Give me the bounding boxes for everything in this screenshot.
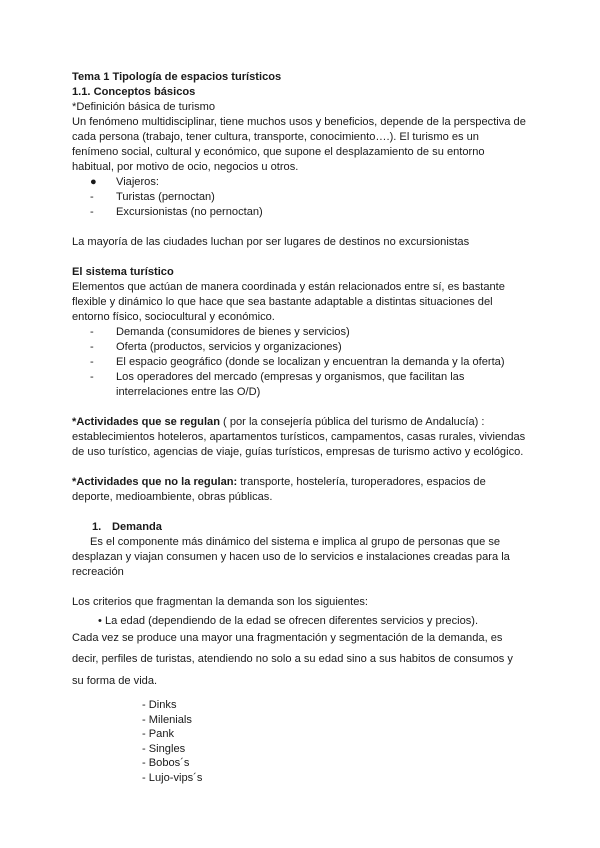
list-item-text: Viajeros:	[116, 176, 159, 188]
paragraph-line: Elementos que actúan de manera coordinada y están relacionados entre sí, es bastante	[72, 281, 505, 293]
paragraph-line: flexible y dinámico lo que hace que sea bastante adaptable a distintas situaciones del	[72, 296, 493, 308]
no-regulan-label: *Actividades que no la regulan:	[72, 476, 238, 488]
paragraph-line: fenímeno social, cultural y económico, que supone el desplazamiento de su entorno	[72, 146, 485, 158]
perfil-item: - Lujo-vips´s	[142, 771, 203, 784]
dash-marker: -	[90, 341, 94, 353]
list-item-text: Turistas (pernoctan)	[116, 191, 215, 203]
list-item-text: El espacio geográfico (donde se localizan y encuentran la demanda y la oferta)	[116, 356, 505, 368]
section-number: 1.	[92, 521, 102, 533]
paragraph-line: Es el componente más dinámico del sistema e implica al grupo de personas que se	[90, 536, 501, 548]
list-item-text: Los operadores del mercado (empresas y organismos, que facilitan las	[116, 371, 465, 383]
paragraph-line: cada persona (trabajo, tener cultura, transporte, conocimiento….). El turismo es un	[72, 131, 479, 143]
section-heading-conceptos: 1.1. Conceptos básicos	[72, 86, 196, 98]
list-item	[72, 340, 532, 355]
list-item	[72, 190, 532, 205]
definition-heading: *Definición básica de turismo	[72, 101, 216, 113]
paragraph-line: deporte, medioambiente, obras públicas.	[72, 491, 273, 503]
paragraph-line: de uso turístico, agencias de viaje, guías turísticos, empresas de turismo activo y ecológico.	[72, 446, 524, 458]
dash-marker: -	[90, 356, 94, 368]
perfil-item: - Pank	[142, 728, 175, 740]
regulan-label: *Actividades que se regulan	[72, 416, 220, 428]
list-item-text: Oferta (productos, servicios y organizaciones)	[116, 341, 342, 353]
list-item	[72, 205, 532, 220]
regulan-text: ( por la consejería pública del turismo de Andalucía) :	[219, 416, 485, 428]
no-regulan-heading-line	[72, 475, 532, 490]
list-item	[72, 355, 532, 370]
list-item	[72, 370, 532, 385]
dash-marker: -	[90, 326, 94, 338]
list-item-continuation: interrelaciones entre las O/D)	[116, 386, 261, 398]
paragraph-line: su forma de vida.	[72, 675, 158, 687]
perfil-item: - Bobos´s	[142, 757, 190, 769]
paragraph-line: La mayoría de las ciudades luchan por ser lugares de destinos no excursionistas	[72, 236, 470, 248]
perfil-item: - Singles	[142, 742, 186, 755]
document-title: Tema 1 Tipología de espacios turísticos	[72, 71, 282, 83]
list-item-text: Excursionistas (no pernoctan)	[116, 206, 263, 218]
document-page	[72, 70, 532, 785]
section-heading-demanda	[72, 520, 532, 535]
paragraph-line: Los criterios que fragmentan la demanda son los siguientes:	[72, 596, 369, 608]
dash-marker: -	[90, 371, 94, 383]
perfil-item: - Dinks	[142, 699, 177, 711]
paragraph-line: desplazan y viajan consumen y hacen uso de lo servicios e instalaciones creadas para la	[72, 551, 510, 563]
dash-marker: -	[90, 206, 94, 218]
perfil-item: - Milenials	[142, 713, 192, 726]
list-item-text: Demanda (consumidores de bienes y servicios)	[116, 326, 350, 338]
section-label: Demanda	[112, 521, 162, 533]
bullet-marker: ●	[90, 176, 97, 188]
section-heading-sistema: El sistema turístico	[72, 266, 174, 278]
paragraph-line: entorno físico, sociocultural y económico.	[72, 311, 275, 323]
no-regulan-text: transporte, hostelería, turoperadores, espacios de	[237, 476, 486, 488]
criterio-edad-bullet: • La edad (dependiendo de la edad se ofrecen diferentes servicios y precios).	[98, 615, 479, 627]
paragraph-line: Un fenómeno multidisciplinar, tiene muchos usos y beneficios, depende de la perspectiva de	[72, 116, 526, 128]
paragraph-line: establecimientos hoteleros, apartamentos turísticos, campamentos, casas rurales, viviendas	[72, 431, 526, 443]
paragraph-line: recreación	[72, 566, 124, 578]
list-item	[72, 175, 532, 190]
list-item	[72, 325, 532, 340]
paragraph-line: habitual, por motivo de ocio, negocios u otros.	[72, 161, 299, 173]
regulan-heading-line	[72, 415, 532, 430]
paragraph-line: decir, perfiles de turistas, atendiendo no solo a su edad sino a sus habitos de consumos y	[72, 653, 513, 665]
dash-marker: -	[90, 191, 94, 203]
paragraph-line: Cada vez se produce una mayor una fragmentación y segmentación de la demanda, es	[72, 632, 503, 644]
